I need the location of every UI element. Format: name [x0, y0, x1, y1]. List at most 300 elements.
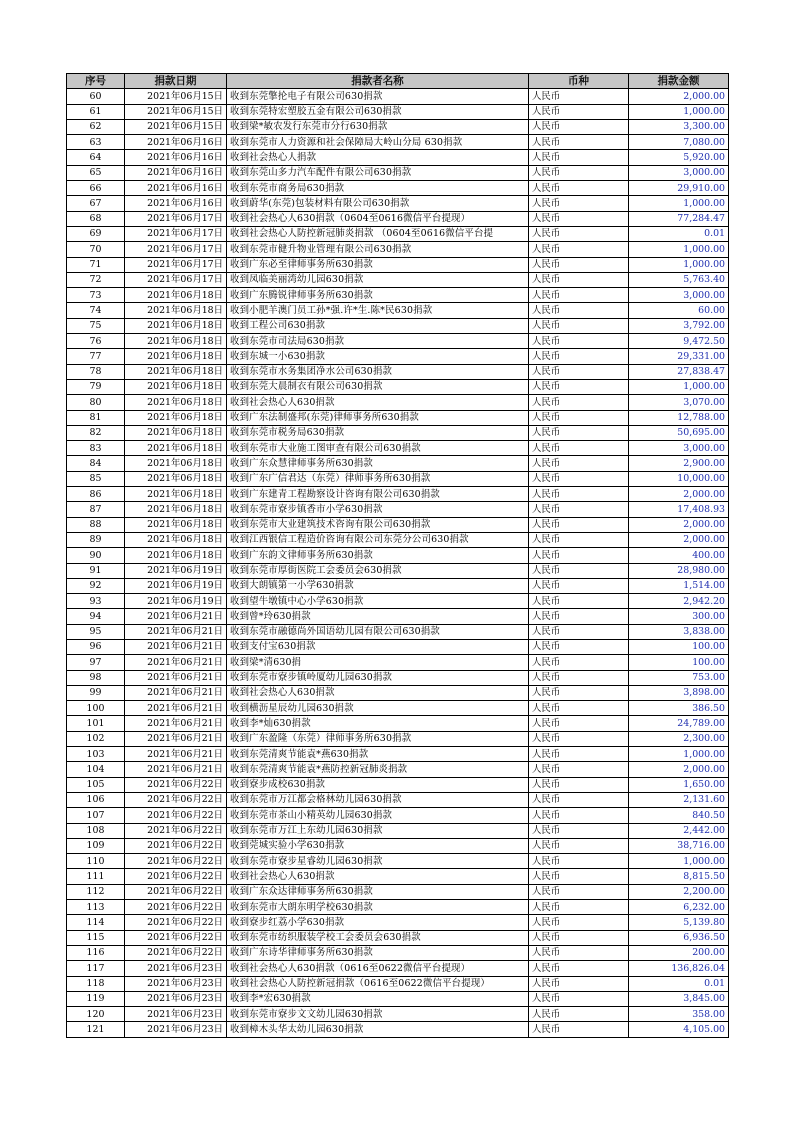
currency-cell: 人民币 — [529, 502, 629, 517]
serial-number-cell: 106 — [67, 792, 125, 807]
table-row — [67, 961, 729, 976]
donation-date-cell: 2021年06月18日 — [125, 548, 227, 563]
donation-amount-cell: 4,105.00 — [629, 1022, 729, 1037]
donation-amount-cell: 24,789.00 — [629, 716, 729, 731]
table-row — [67, 517, 729, 532]
donation-date-cell: 2021年06月18日 — [125, 395, 227, 410]
serial-number-cell: 96 — [67, 639, 125, 654]
donor-name-cell: 收到东莞市纺织服装学校工会委员会630捐款 — [227, 930, 529, 945]
donor-name-cell: 收到东莞市茶山小精英幼儿园630捐款 — [227, 808, 529, 823]
donation-amount-cell: 7,080.00 — [629, 135, 729, 150]
currency-cell: 人民币 — [529, 150, 629, 165]
donation-date-cell: 2021年06月19日 — [125, 563, 227, 578]
donor-name-cell: 收到望牛墩镇中心小学630捐款 — [227, 594, 529, 609]
donation-date-cell: 2021年06月18日 — [125, 288, 227, 303]
donation-date-cell: 2021年06月23日 — [125, 976, 227, 991]
donation-amount-cell: 3,070.00 — [629, 395, 729, 410]
donation-date-cell: 2021年06月21日 — [125, 624, 227, 639]
donation-date-cell: 2021年06月18日 — [125, 456, 227, 471]
donation-date-cell: 2021年06月21日 — [125, 762, 227, 777]
table-row — [67, 334, 729, 349]
donor-name-cell: 收到东莞市大朗东明学校630捐款 — [227, 900, 529, 915]
currency-cell: 人民币 — [529, 532, 629, 547]
serial-number-cell: 74 — [67, 303, 125, 318]
donation-amount-cell: 840.50 — [629, 808, 729, 823]
currency-cell: 人民币 — [529, 639, 629, 654]
serial-number-cell: 64 — [67, 150, 125, 165]
donation-amount-cell: 3,792.00 — [629, 318, 729, 333]
serial-number-cell: 117 — [67, 961, 125, 976]
currency-cell: 人民币 — [529, 364, 629, 379]
donation-date-cell: 2021年06月17日 — [125, 272, 227, 287]
donation-amount-cell: 0.01 — [629, 976, 729, 991]
donation-amount-cell: 2,000.00 — [629, 532, 729, 547]
donor-name-cell: 收到东莞市司法局630捐款 — [227, 334, 529, 349]
donation-amount-cell: 1,514.00 — [629, 578, 729, 593]
table-row — [67, 441, 729, 456]
table-row — [67, 1007, 729, 1022]
currency-cell: 人民币 — [529, 487, 629, 502]
table-row — [67, 762, 729, 777]
donor-name-cell: 收到凤临美丽湾幼儿园630捐款 — [227, 272, 529, 287]
donor-name-cell: 收到东莞市万江都会格林幼儿园630捐款 — [227, 792, 529, 807]
donation-table — [66, 73, 729, 1038]
donor-name-cell: 收到东莞清爽节能袁*燕防控新冠肺炎捐款 — [227, 762, 529, 777]
currency-cell: 人民币 — [529, 441, 629, 456]
donation-date-cell: 2021年06月23日 — [125, 1007, 227, 1022]
donor-name-cell: 收到广东众慧律师事务所630捐款 — [227, 456, 529, 471]
currency-cell: 人民币 — [529, 471, 629, 486]
donation-amount-cell: 5,139.80 — [629, 915, 729, 930]
donation-date-cell: 2021年06月23日 — [125, 961, 227, 976]
header-serial-number: 序号 — [67, 74, 125, 89]
table-row — [67, 578, 729, 593]
table-body — [67, 89, 729, 1037]
donor-name-cell: 收到东莞市寮步星睿幼儿园630捐款 — [227, 854, 529, 869]
currency-cell: 人民币 — [529, 410, 629, 425]
currency-cell: 人民币 — [529, 838, 629, 853]
table-row — [67, 991, 729, 1006]
serial-number-cell: 73 — [67, 288, 125, 303]
currency-cell: 人民币 — [529, 89, 629, 104]
currency-cell: 人民币 — [529, 226, 629, 241]
table-row — [67, 900, 729, 915]
table-row — [67, 1022, 729, 1037]
donor-name-cell: 收到东莞市寮步镇香市小学630捐款 — [227, 502, 529, 517]
currency-cell: 人民币 — [529, 272, 629, 287]
donation-amount-cell: 29,331.00 — [629, 349, 729, 364]
donation-date-cell: 2021年06月22日 — [125, 823, 227, 838]
donation-date-cell: 2021年06月21日 — [125, 655, 227, 670]
donation-amount-cell: 10,000.00 — [629, 471, 729, 486]
donation-date-cell: 2021年06月22日 — [125, 808, 227, 823]
donation-date-cell: 2021年06月18日 — [125, 334, 227, 349]
table-row — [67, 716, 729, 731]
table-row — [67, 487, 729, 502]
currency-cell: 人民币 — [529, 119, 629, 134]
serial-number-cell: 110 — [67, 854, 125, 869]
serial-number-cell: 80 — [67, 395, 125, 410]
table-row — [67, 639, 729, 654]
donor-name-cell: 收到寮步成校630捐款 — [227, 777, 529, 792]
table-row — [67, 838, 729, 853]
table-row — [67, 471, 729, 486]
donation-amount-cell: 400.00 — [629, 548, 729, 563]
donation-amount-cell: 38,716.00 — [629, 838, 729, 853]
donor-name-cell: 收到东莞市寮步文文幼儿园630捐款 — [227, 1007, 529, 1022]
donation-amount-cell: 8,815.50 — [629, 869, 729, 884]
serial-number-cell: 81 — [67, 410, 125, 425]
donation-date-cell: 2021年06月17日 — [125, 211, 227, 226]
donation-date-cell: 2021年06月19日 — [125, 594, 227, 609]
table-row — [67, 135, 729, 150]
donation-date-cell: 2021年06月18日 — [125, 410, 227, 425]
currency-cell: 人民币 — [529, 257, 629, 272]
serial-number-cell: 93 — [67, 594, 125, 609]
donor-name-cell: 收到东莞市大业施工图审查有限公司630捐款 — [227, 441, 529, 456]
header-donation-amount: 捐款金额 — [629, 74, 729, 89]
table-row — [67, 777, 729, 792]
table-row — [67, 792, 729, 807]
currency-cell: 人民币 — [529, 609, 629, 624]
donation-date-cell: 2021年06月21日 — [125, 701, 227, 716]
table-row — [67, 364, 729, 379]
table-row — [67, 303, 729, 318]
donor-name-cell: 收到工程公司630捐款 — [227, 318, 529, 333]
donor-name-cell: 收到李*宏630捐款 — [227, 991, 529, 1006]
donor-name-cell: 收到社会热心人630捐款 — [227, 685, 529, 700]
donor-name-cell: 收到东莞特宏塑胶五金有限公司630捐款 — [227, 104, 529, 119]
currency-cell: 人民币 — [529, 624, 629, 639]
donation-amount-cell: 3,300.00 — [629, 119, 729, 134]
table-row — [67, 930, 729, 945]
table-row — [67, 731, 729, 746]
donor-name-cell: 收到广东诗华律师事务所630捐款 — [227, 945, 529, 960]
currency-cell: 人民币 — [529, 379, 629, 394]
donation-date-cell: 2021年06月17日 — [125, 242, 227, 257]
currency-cell: 人民币 — [529, 900, 629, 915]
currency-cell: 人民币 — [529, 288, 629, 303]
table-row — [67, 150, 729, 165]
donation-amount-cell: 17,408.93 — [629, 502, 729, 517]
serial-number-cell: 94 — [67, 609, 125, 624]
donor-name-cell: 收到小肥羊澳门员工孙*强.许*生.陈*民630捐款 — [227, 303, 529, 318]
currency-cell: 人民币 — [529, 685, 629, 700]
donation-amount-cell: 3,838.00 — [629, 624, 729, 639]
donation-date-cell: 2021年06月21日 — [125, 670, 227, 685]
table-row — [67, 165, 729, 180]
donation-date-cell: 2021年06月22日 — [125, 930, 227, 945]
currency-cell: 人民币 — [529, 777, 629, 792]
table-row — [67, 288, 729, 303]
table-row — [67, 456, 729, 471]
donation-amount-cell: 2,000.00 — [629, 89, 729, 104]
currency-cell: 人民币 — [529, 701, 629, 716]
serial-number-cell: 63 — [67, 135, 125, 150]
donation-date-cell: 2021年06月16日 — [125, 196, 227, 211]
donation-amount-cell: 386.50 — [629, 701, 729, 716]
serial-number-cell: 114 — [67, 915, 125, 930]
currency-cell: 人民币 — [529, 181, 629, 196]
donor-name-cell: 收到社会热心人630捐款 — [227, 395, 529, 410]
table-row — [67, 808, 729, 823]
table-row — [67, 548, 729, 563]
donation-amount-cell: 2,000.00 — [629, 762, 729, 777]
donation-amount-cell: 358.00 — [629, 1007, 729, 1022]
serial-number-cell: 68 — [67, 211, 125, 226]
donation-amount-cell: 1,000.00 — [629, 854, 729, 869]
serial-number-cell: 70 — [67, 242, 125, 257]
donation-amount-cell: 3,898.00 — [629, 685, 729, 700]
donation-amount-cell: 6,232.00 — [629, 900, 729, 915]
serial-number-cell: 77 — [67, 349, 125, 364]
serial-number-cell: 90 — [67, 548, 125, 563]
donation-amount-cell: 1,000.00 — [629, 242, 729, 257]
serial-number-cell: 108 — [67, 823, 125, 838]
currency-cell: 人民币 — [529, 915, 629, 930]
donation-amount-cell: 3,845.00 — [629, 991, 729, 1006]
table-row — [67, 854, 729, 869]
currency-cell: 人民币 — [529, 854, 629, 869]
donor-name-cell: 收到广东建青工程勘察设计咨询有限公司630捐款 — [227, 487, 529, 502]
header-donor-name: 捐款者名称 — [227, 74, 529, 89]
currency-cell: 人民币 — [529, 1007, 629, 1022]
donation-amount-cell: 2,200.00 — [629, 884, 729, 899]
donor-name-cell: 收到东城一小630捐款 — [227, 349, 529, 364]
currency-cell: 人民币 — [529, 578, 629, 593]
donation-amount-cell: 50,695.00 — [629, 425, 729, 440]
donation-date-cell: 2021年06月22日 — [125, 777, 227, 792]
donor-name-cell: 收到江西银信工程造价咨询有限公司东莞分公司630捐款 — [227, 532, 529, 547]
serial-number-cell: 112 — [67, 884, 125, 899]
donor-name-cell: 收到东莞市厚街医院工会委员会630捐款 — [227, 563, 529, 578]
donation-amount-cell: 200.00 — [629, 945, 729, 960]
table-row — [67, 379, 729, 394]
table-row — [67, 119, 729, 134]
donor-name-cell: 收到支付宝630捐款 — [227, 639, 529, 654]
donor-name-cell: 收到广东盈隆（东莞）律师事务所630捐款 — [227, 731, 529, 746]
currency-cell: 人民币 — [529, 135, 629, 150]
donation-amount-cell: 9,472.50 — [629, 334, 729, 349]
currency-cell: 人民币 — [529, 104, 629, 119]
currency-cell: 人民币 — [529, 930, 629, 945]
header-currency: 币种 — [529, 74, 629, 89]
donor-name-cell: 收到东莞山多力汽车配件有限公司630捐款 — [227, 165, 529, 180]
donation-amount-cell: 3,000.00 — [629, 165, 729, 180]
table-row — [67, 609, 729, 624]
donation-date-cell: 2021年06月21日 — [125, 639, 227, 654]
donor-name-cell: 收到李*灿630捐款 — [227, 716, 529, 731]
serial-number-cell: 84 — [67, 456, 125, 471]
donation-date-cell: 2021年06月18日 — [125, 425, 227, 440]
table-row — [67, 395, 729, 410]
serial-number-cell: 60 — [67, 89, 125, 104]
donation-date-cell: 2021年06月18日 — [125, 487, 227, 502]
currency-cell: 人民币 — [529, 731, 629, 746]
donor-name-cell: 收到东莞市人力资源和社会保障局大岭山分局 630捐款 — [227, 135, 529, 150]
donation-date-cell: 2021年06月18日 — [125, 517, 227, 532]
currency-cell: 人民币 — [529, 991, 629, 1006]
serial-number-cell: 111 — [67, 869, 125, 884]
donation-date-cell: 2021年06月23日 — [125, 991, 227, 1006]
donation-ledger-sheet — [66, 73, 728, 1038]
donation-date-cell: 2021年06月18日 — [125, 502, 227, 517]
donor-name-cell: 收到社会热心人防控新冠捐款（0616至0622微信平台提现） — [227, 976, 529, 991]
serial-number-cell: 91 — [67, 563, 125, 578]
donation-amount-cell: 300.00 — [629, 609, 729, 624]
donor-name-cell: 收到梁*清630捐 — [227, 655, 529, 670]
currency-cell: 人民币 — [529, 792, 629, 807]
donation-date-cell: 2021年06月16日 — [125, 181, 227, 196]
currency-cell: 人民币 — [529, 670, 629, 685]
donation-amount-cell: 3,000.00 — [629, 441, 729, 456]
serial-number-cell: 85 — [67, 471, 125, 486]
donation-amount-cell: 77,284.47 — [629, 211, 729, 226]
donation-date-cell: 2021年06月21日 — [125, 609, 227, 624]
currency-cell: 人民币 — [529, 884, 629, 899]
serial-number-cell: 83 — [67, 441, 125, 456]
donation-amount-cell: 100.00 — [629, 639, 729, 654]
donation-amount-cell: 5,920.00 — [629, 150, 729, 165]
donation-date-cell: 2021年06月18日 — [125, 318, 227, 333]
donor-name-cell: 收到社会热心人防控新冠肺炎捐款 （0604至0616微信平台提 — [227, 226, 529, 241]
serial-number-cell: 72 — [67, 272, 125, 287]
table-row — [67, 915, 729, 930]
donation-amount-cell: 2,300.00 — [629, 731, 729, 746]
serial-number-cell: 97 — [67, 655, 125, 670]
donation-amount-cell: 1,000.00 — [629, 379, 729, 394]
table-row — [67, 242, 729, 257]
donation-amount-cell: 100.00 — [629, 655, 729, 670]
table-row — [67, 823, 729, 838]
serial-number-cell: 109 — [67, 838, 125, 853]
currency-cell: 人民币 — [529, 196, 629, 211]
header-donation-date: 捐款日期 — [125, 74, 227, 89]
serial-number-cell: 86 — [67, 487, 125, 502]
serial-number-cell: 107 — [67, 808, 125, 823]
serial-number-cell: 101 — [67, 716, 125, 731]
donor-name-cell: 收到寮步红荔小学630捐款 — [227, 915, 529, 930]
table-row — [67, 257, 729, 272]
currency-cell: 人民币 — [529, 945, 629, 960]
donor-name-cell: 收到东莞市水务集团净水公司630捐款 — [227, 364, 529, 379]
donation-amount-cell: 2,442.00 — [629, 823, 729, 838]
donor-name-cell: 收到东莞市万江上东幼儿园630捐款 — [227, 823, 529, 838]
donor-name-cell: 收到樟木头华太幼儿园630捐款 — [227, 1022, 529, 1037]
table-row — [67, 869, 729, 884]
donor-name-cell: 收到东莞市健升物业管理有限公司630捐款 — [227, 242, 529, 257]
serial-number-cell: 92 — [67, 578, 125, 593]
currency-cell: 人民币 — [529, 961, 629, 976]
donor-name-cell: 收到东莞市寮步镇岭厦幼儿园630捐款 — [227, 670, 529, 685]
donation-amount-cell: 0.01 — [629, 226, 729, 241]
serial-number-cell: 115 — [67, 930, 125, 945]
serial-number-cell: 98 — [67, 670, 125, 685]
serial-number-cell: 61 — [67, 104, 125, 119]
donation-date-cell: 2021年06月19日 — [125, 578, 227, 593]
serial-number-cell: 89 — [67, 532, 125, 547]
donor-name-cell: 收到广东韵文律师事务所630捐款 — [227, 548, 529, 563]
serial-number-cell: 103 — [67, 747, 125, 762]
donation-amount-cell: 60.00 — [629, 303, 729, 318]
donor-name-cell: 收到东莞市融德尚外国语幼儿园有限公司630捐款 — [227, 624, 529, 639]
serial-number-cell: 65 — [67, 165, 125, 180]
table-row — [67, 945, 729, 960]
serial-number-cell: 105 — [67, 777, 125, 792]
donation-amount-cell: 2,900.00 — [629, 456, 729, 471]
donation-date-cell: 2021年06月16日 — [125, 165, 227, 180]
currency-cell: 人民币 — [529, 548, 629, 563]
serial-number-cell: 79 — [67, 379, 125, 394]
serial-number-cell: 95 — [67, 624, 125, 639]
serial-number-cell: 87 — [67, 502, 125, 517]
serial-number-cell: 88 — [67, 517, 125, 532]
donation-date-cell: 2021年06月22日 — [125, 854, 227, 869]
donation-amount-cell: 28,980.00 — [629, 563, 729, 578]
serial-number-cell: 119 — [67, 991, 125, 1006]
table-row — [67, 884, 729, 899]
serial-number-cell: 66 — [67, 181, 125, 196]
donor-name-cell: 收到东莞市商务局630捐款 — [227, 181, 529, 196]
serial-number-cell: 116 — [67, 945, 125, 960]
donation-date-cell: 2021年06月18日 — [125, 303, 227, 318]
donor-name-cell: 收到莞城实验小学630捐款 — [227, 838, 529, 853]
donation-date-cell: 2021年06月21日 — [125, 747, 227, 762]
donation-date-cell: 2021年06月15日 — [125, 89, 227, 104]
currency-cell: 人民币 — [529, 594, 629, 609]
donor-name-cell: 收到广东法制盛邦(东莞)律师事务所630捐款 — [227, 410, 529, 425]
donation-date-cell: 2021年06月18日 — [125, 471, 227, 486]
currency-cell: 人民币 — [529, 823, 629, 838]
donation-amount-cell: 5,763.40 — [629, 272, 729, 287]
donation-amount-cell: 2,000.00 — [629, 517, 729, 532]
donor-name-cell: 收到社会热心人630捐款 — [227, 869, 529, 884]
donation-date-cell: 2021年06月18日 — [125, 532, 227, 547]
currency-cell: 人民币 — [529, 747, 629, 762]
donation-date-cell: 2021年06月23日 — [125, 1022, 227, 1037]
donor-name-cell: 收到大朗镇第一小学630捐款 — [227, 578, 529, 593]
table-row — [67, 425, 729, 440]
serial-number-cell: 121 — [67, 1022, 125, 1037]
donation-date-cell: 2021年06月22日 — [125, 869, 227, 884]
donation-amount-cell: 1,650.00 — [629, 777, 729, 792]
donation-amount-cell: 29,910.00 — [629, 181, 729, 196]
donation-date-cell: 2021年06月18日 — [125, 349, 227, 364]
donor-name-cell: 收到社会热心人630捐款（0604至0616微信平台提现） — [227, 211, 529, 226]
currency-cell: 人民币 — [529, 425, 629, 440]
serial-number-cell: 62 — [67, 119, 125, 134]
currency-cell: 人民币 — [529, 1022, 629, 1037]
table-row — [67, 181, 729, 196]
donor-name-cell: 收到广东广信君达（东莞）律师事务所630捐款 — [227, 471, 529, 486]
currency-cell: 人民币 — [529, 762, 629, 777]
table-row — [67, 104, 729, 119]
currency-cell: 人民币 — [529, 456, 629, 471]
table-row — [67, 89, 729, 104]
donor-name-cell: 收到横沥星辰幼儿园630捐款 — [227, 701, 529, 716]
table-header-row — [67, 74, 729, 89]
donation-date-cell: 2021年06月22日 — [125, 915, 227, 930]
donation-date-cell: 2021年06月18日 — [125, 379, 227, 394]
donor-name-cell: 收到梁*敏农发行东莞市分行630捐款 — [227, 119, 529, 134]
serial-number-cell: 71 — [67, 257, 125, 272]
serial-number-cell: 120 — [67, 1007, 125, 1022]
donor-name-cell: 收到社会热心人630捐款（0616至0622微信平台提现） — [227, 961, 529, 976]
table-row — [67, 532, 729, 547]
table-row — [67, 318, 729, 333]
serial-number-cell: 82 — [67, 425, 125, 440]
donation-amount-cell: 1,000.00 — [629, 196, 729, 211]
